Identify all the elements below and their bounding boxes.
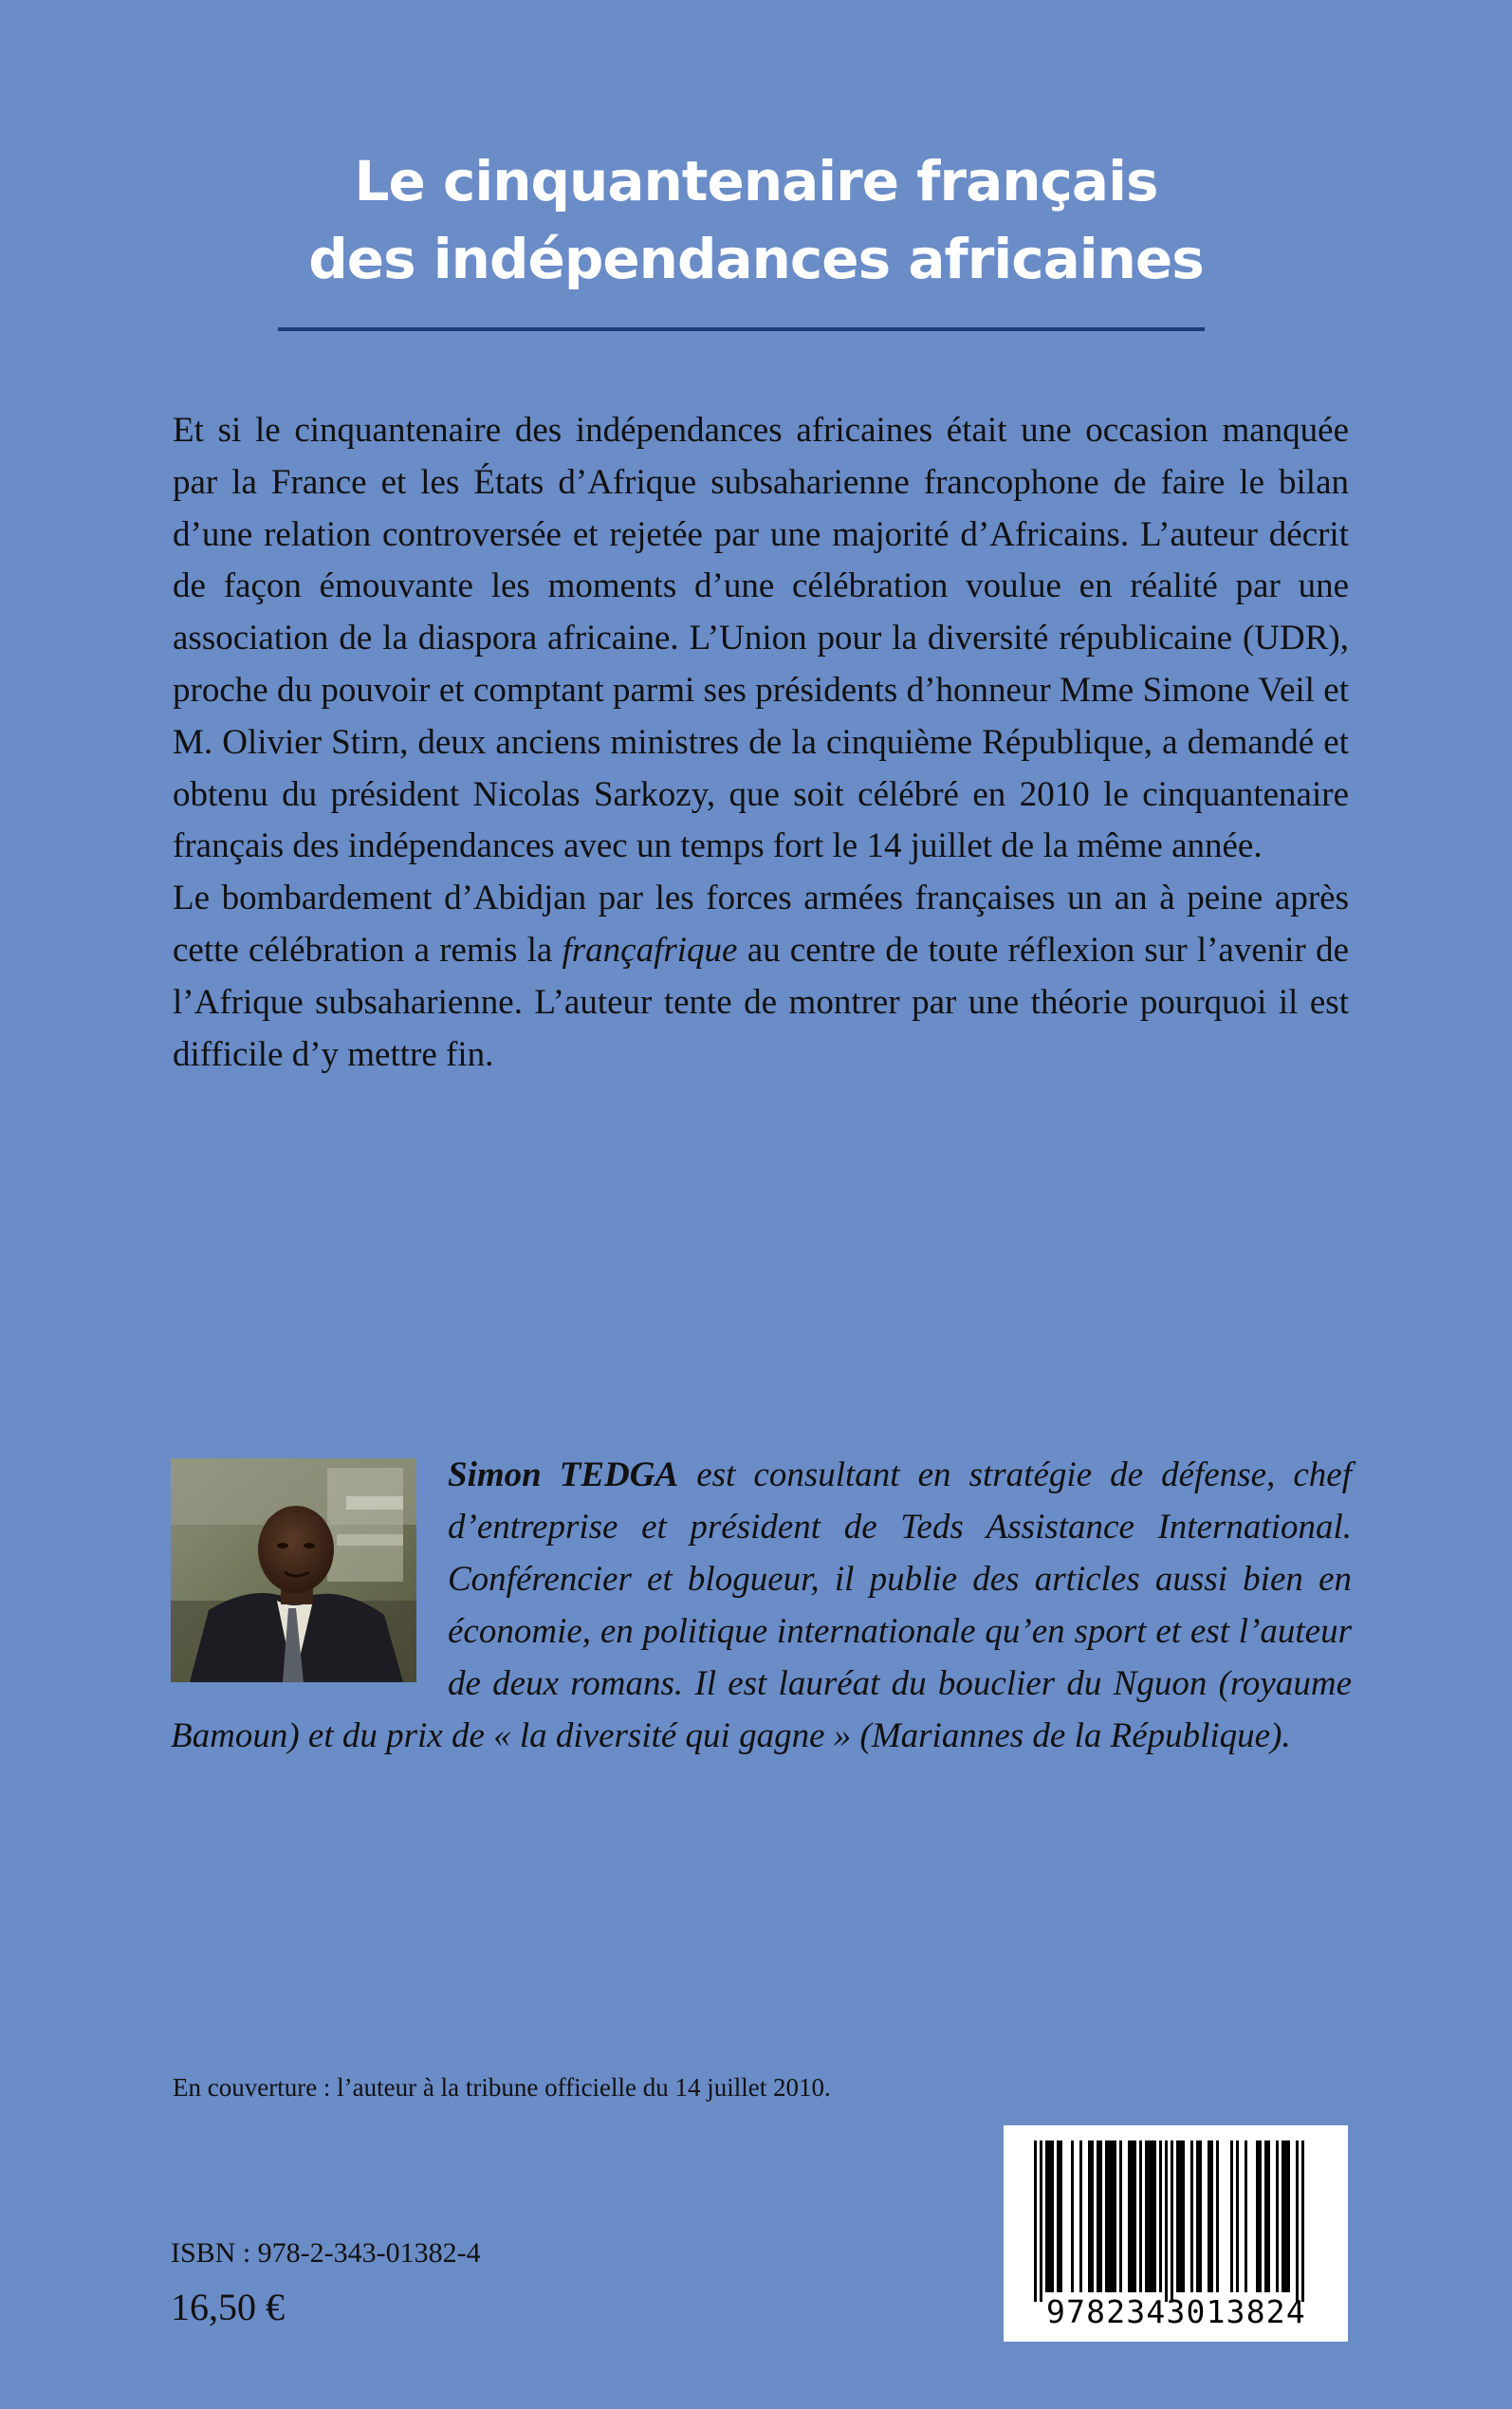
summary-paragraph-1: Et si le cinquantenaire des indépendances africaines était une occasion manquée par la France et les États d’Afrique subsaharienne francophone de faire le bilan d’une relation controversée et rejetée par une majorité d’Africains. L’auteur décrit de façon émouvante les moments d’une célébration voulue en réalité par une association de la diaspora africaine. L’Union pour la diversité républicaine (UDR), proche du pouvoir et comptant parmi ses présidents d’honneur Mme Simone Veil et M. Olivier Stirn, deux anciens ministres de la cinquième République, a demandé et obtenu du président Nicolas Sarkozy, que soit célébré en 2010 le cinquantenaire français des indépendances avec un temps fort le 14 juillet de la même année. [173, 411, 1349, 866]
barcode-bar [1111, 2140, 1114, 2292]
barcode-bar [1165, 2140, 1168, 2302]
summary-paragraph-2 [173, 873, 1349, 1081]
barcode-bar [1051, 2140, 1054, 2292]
summary-paragraph-2-start: Le bombardement d’Abidjan par les forces armées françaises un an à peine après cette célébration a remis la [173, 879, 1349, 970]
barcode-bar [1282, 2140, 1284, 2292]
author-bio-text: est consultant en stratégie de défense, chef d’entreprise et président de Teds Assistance International. Conférencier et blogueur, il publie des articles aussi bien en économie, en politique internationale qu’en sport et est l’auteur de deux romans. Il est lauréat du bouclier du Nguon (royaume Bamoun) et du prix de « la diversité qui gagne » (Mariannes de la République). [171, 1455, 1352, 1755]
summary-text [173, 405, 1349, 1081]
barcode-bar [1060, 2140, 1062, 2292]
barcode-bar [1190, 2140, 1193, 2292]
price: 16,50 € [171, 2286, 285, 2328]
barcode-bar [1284, 2140, 1287, 2292]
barcode-bar [1276, 2140, 1279, 2292]
barcode-bar [1267, 2140, 1270, 2292]
barcode-bar [1236, 2140, 1239, 2292]
book-title [171, 142, 1341, 298]
author-name: Simon TEDGA [448, 1455, 679, 1494]
barcode-bar [1114, 2140, 1116, 2292]
author-bio [171, 1449, 1352, 1762]
cover-photo-credit: En couverture : l’auteur à la tribune officielle du 14 juillet 2010. [173, 2073, 831, 2102]
barcode-bar [1045, 2140, 1048, 2292]
barcode-bar [1179, 2140, 1182, 2292]
barcode-bar [1105, 2140, 1108, 2292]
barcode-bar [1134, 2140, 1136, 2292]
barcode-bar [1259, 2140, 1262, 2292]
title-line-1: Le cinquantenaire français [354, 149, 1158, 213]
barcode-bar [1057, 2140, 1060, 2292]
barcode-bar [1139, 2140, 1142, 2292]
barcode-bar [1153, 2140, 1156, 2292]
barcode-bar [1119, 2140, 1122, 2292]
title-divider [278, 327, 1205, 331]
barcode-bar [1128, 2140, 1131, 2292]
barcode-bar [1034, 2140, 1037, 2302]
barcode-bar [1071, 2140, 1074, 2292]
barcode-bar [1040, 2140, 1042, 2302]
barcode-bar [1097, 2140, 1099, 2292]
barcode-bar [1108, 2140, 1111, 2292]
barcode-bar [1264, 2140, 1267, 2292]
francafrique-term: françafrique [562, 930, 738, 970]
barcode-bar [1145, 2140, 1148, 2292]
barcode-bar [1287, 2140, 1290, 2292]
barcode-digits: 9782343013824 [1046, 2293, 1306, 2330]
barcode-bar [1216, 2140, 1219, 2292]
barcode-bar [1099, 2140, 1102, 2292]
barcode [1004, 2125, 1348, 2342]
barcode-bar [1301, 2140, 1304, 2302]
author-photo-spacer [171, 1449, 448, 1710]
barcode-bar [1176, 2140, 1179, 2292]
barcode-bar [1196, 2140, 1199, 2292]
barcode-bar [1091, 2140, 1094, 2292]
barcode-bar [1151, 2140, 1153, 2292]
barcode-bar [1256, 2140, 1259, 2292]
barcode-bar [1048, 2140, 1051, 2292]
barcode-bar [1182, 2140, 1185, 2292]
isbn: ISBN : 978-2-343-01382-4 [171, 2237, 481, 2269]
barcode-bar [1148, 2140, 1151, 2292]
barcode-bar [1245, 2140, 1247, 2292]
title-line-2: des indépendances africaines [308, 227, 1204, 291]
barcode-bar [1079, 2140, 1082, 2292]
barcode-bar [1171, 2140, 1173, 2302]
barcode-bar [1199, 2140, 1202, 2292]
barcode-bar [1208, 2140, 1210, 2292]
barcode-bar [1131, 2140, 1134, 2292]
barcode-bar [1210, 2140, 1213, 2292]
barcode-bar [1230, 2140, 1233, 2292]
barcode-bar [1296, 2140, 1299, 2302]
barcode-bar [1159, 2140, 1162, 2292]
barcode-bar [1088, 2140, 1091, 2292]
summary-paragraph-2-end: au centre de toute réflexion sur l’avenir de l’Afrique subsaharienne. L’auteur tente de montrer par une théorie pourquoi il est difficile d’y mettre fin. [173, 930, 1349, 1074]
